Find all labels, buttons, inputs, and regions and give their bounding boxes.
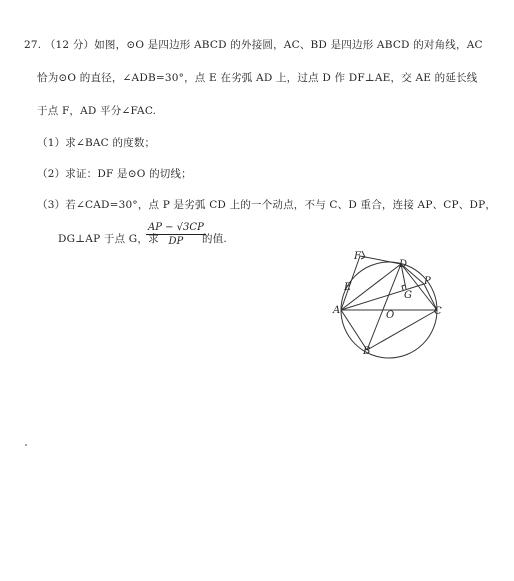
label-g: G bbox=[404, 290, 412, 301]
fraction-denominator: DP bbox=[168, 236, 184, 247]
stray-dot bbox=[25, 444, 27, 446]
fraction-numerator: AP − √3CP bbox=[148, 222, 204, 233]
question-2: （2）求证：DF 是⊙O 的切线； bbox=[37, 168, 192, 180]
label-e: E bbox=[344, 282, 352, 293]
label-d: D bbox=[399, 259, 408, 270]
right-angle-f bbox=[361, 251, 365, 259]
label-f: F bbox=[354, 251, 361, 262]
label-c: C bbox=[434, 306, 442, 317]
problem-line-2: 恰为⊙O 的直径，∠ADB=30°，点 E 在劣弧 AD 上，过点 D 作 DF⊥AE，交 AE 的延长线 bbox=[37, 72, 478, 84]
question-3-continuation: DG⊥AP 于点 G，求 bbox=[58, 233, 159, 245]
question-1: （1）求∠BAC 的度数； bbox=[37, 137, 156, 149]
label-a: A bbox=[333, 305, 341, 316]
problem-line-1: 27. （12 分）如图，⊙O 是四边形 ABCD 的外接圆，AC、BD 是四边形 ABCD 的对角线，AC bbox=[24, 39, 483, 51]
label-b: B bbox=[363, 346, 371, 357]
label-o: O bbox=[386, 310, 395, 321]
problem-line-3: 于点 F，AD 平分∠FAC. bbox=[37, 105, 157, 117]
label-p: P bbox=[424, 276, 431, 287]
question-3: （3）若∠CAD=30°，点 P 是劣弧 CD 上的一个动点，不与 C、D 重合，连接 AP、CP、DP， bbox=[37, 199, 497, 211]
question-3-suffix: 的值. bbox=[202, 233, 227, 245]
segment-bc bbox=[367, 310, 437, 350]
